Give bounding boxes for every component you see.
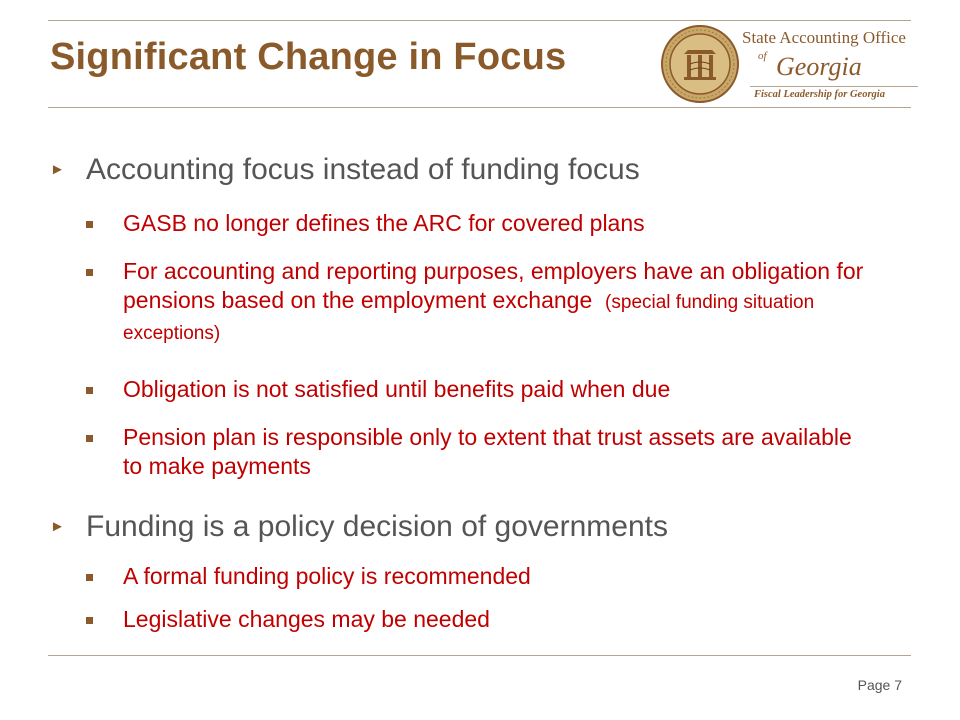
subbullet-formal-funding-policy <box>90 562 890 591</box>
subbullet-gasb-arc <box>90 209 890 238</box>
square-bullet-icon <box>86 387 93 394</box>
square-bullet-icon <box>86 221 93 228</box>
subbullet-text-wrapper <box>123 257 893 348</box>
square-bullet-icon <box>86 574 93 581</box>
state-accounting-office-logo <box>660 24 915 106</box>
bullet-funding-policy <box>50 510 668 544</box>
slide-title: Significant Change in Focus <box>50 36 567 78</box>
subbullet-pension-plan-responsible <box>90 423 890 481</box>
subbullet-text: Obligation is not satisfied until benefits paid when due <box>123 376 671 402</box>
logo-divider <box>750 86 918 87</box>
square-bullet-icon <box>86 269 93 276</box>
bullet-text: Funding is a policy decision of governments <box>86 510 668 543</box>
square-bullet-icon <box>86 435 93 442</box>
logo-line1: State Accounting Office <box>742 28 906 47</box>
logo-wordmark <box>742 28 914 104</box>
header-rule <box>48 107 911 108</box>
top-rule <box>48 20 911 21</box>
logo-of: of <box>758 50 767 62</box>
bullet-text: Accounting focus instead of funding focus <box>86 153 640 186</box>
subbullet-legislative-changes <box>90 605 890 634</box>
subbullet-text: A formal funding policy is recommended <box>123 563 531 589</box>
page-number: Page 7 <box>857 677 902 693</box>
subbullet-text: Legislative changes may be needed <box>123 606 490 632</box>
triangle-bullet-icon: ► <box>50 161 65 178</box>
subbullet-obligation-satisfied <box>90 375 890 404</box>
subbullet-employer-obligation <box>90 257 890 348</box>
triangle-bullet-icon: ► <box>50 518 65 535</box>
subbullet-text: For accounting and reporting purposes, employers have an obligation for pensions based on the employment exchange <box>123 258 864 313</box>
square-bullet-icon <box>86 617 93 624</box>
bullet-accounting-focus <box>50 153 640 187</box>
logo-state: Georgia <box>776 52 862 81</box>
georgia-seal-icon <box>660 24 740 104</box>
subbullet-text: Pension plan is responsible only to extent that trust assets are available to make payments <box>123 424 852 479</box>
logo-tagline: Fiscal Leadership for Georgia <box>754 89 885 100</box>
subbullet-note: (special funding situation exceptions) <box>123 292 815 344</box>
footer-rule <box>48 655 911 656</box>
subbullet-text: GASB no longer defines the ARC for covered plans <box>123 210 645 236</box>
